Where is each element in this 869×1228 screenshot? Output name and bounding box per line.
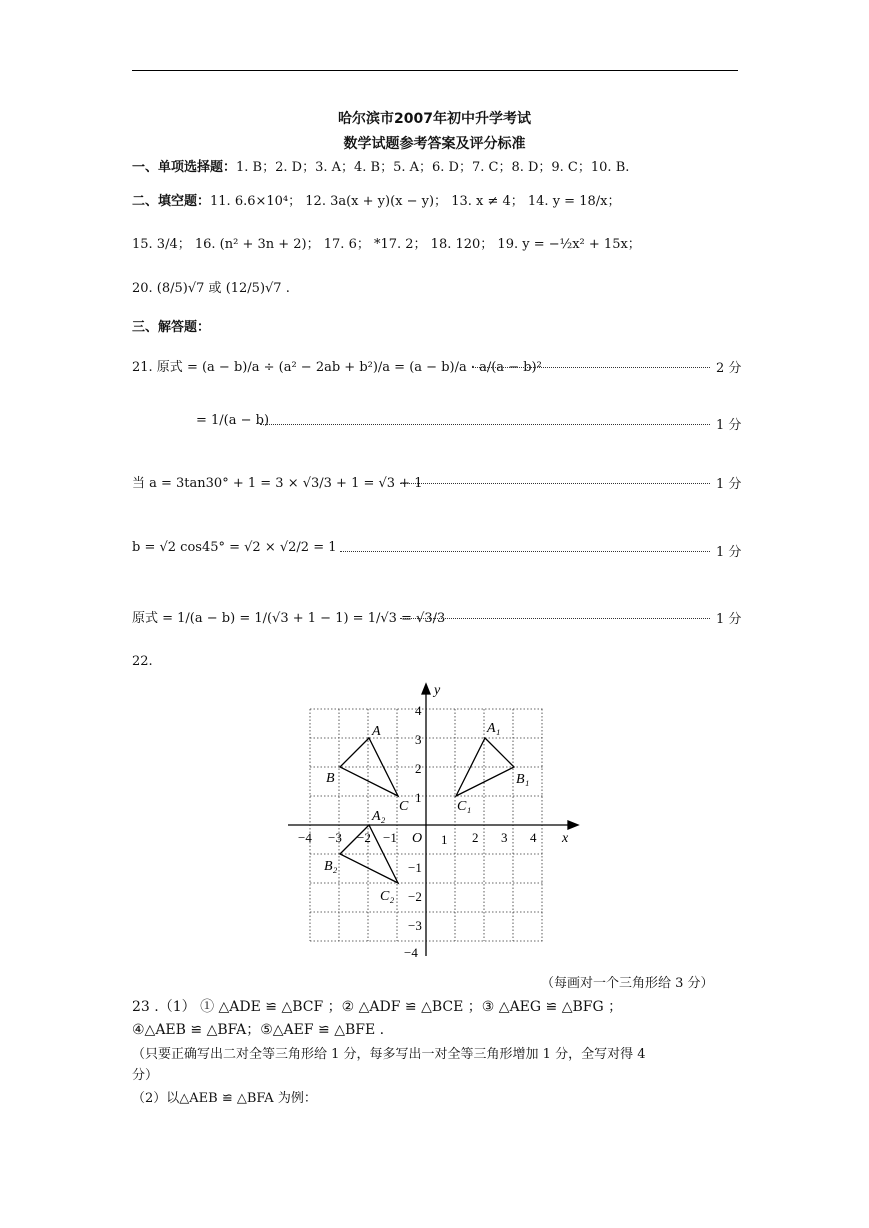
- fill-answers-11-14: 11. 6.6×10⁴； 12. 3a(x + y)(x − y)； 13. x ≠ 4； 14. y = 18/x；: [210, 194, 621, 209]
- fill-answers-15-19: 15. 3/4； 16. (n² + 3n + 2)； 17. 6； *17. 2； 18. 120； 19. y = −½x² + 15x；: [132, 237, 641, 252]
- q23-scoring-note: （只要正确写出二对全等三角形给 1 分，每多写出一对全等三角形增加 1 分，全写对得 4: [132, 1047, 646, 1062]
- y-tick: 2: [415, 761, 422, 776]
- point-label-c2: C₂: [380, 889, 395, 904]
- q21-step-3: 当 a = 3tan30° + 1 = 3 × √3/3 + 1 = √3 + 1: [132, 476, 423, 491]
- x-tick: 1: [441, 832, 448, 847]
- y-tick: 4: [415, 703, 422, 718]
- y-tick: 3: [415, 732, 422, 747]
- point-label-b1: B₁: [516, 772, 530, 787]
- q23-scoring-note-end: 分）: [132, 1068, 159, 1083]
- q22-label: 22.: [132, 654, 153, 669]
- q21-step-5-score: 1 分: [716, 612, 742, 627]
- dot-leader: [340, 551, 710, 552]
- x-tick: 4: [530, 830, 537, 845]
- q21-step-4: b = √2 cos45° = √2 × √2/2 = 1: [132, 540, 337, 555]
- section-3-heading: 三、解答题：: [132, 320, 211, 335]
- x-tick: −1: [383, 830, 397, 845]
- point-label-b: B: [326, 771, 335, 786]
- fill-answer-20: 20. (8/5)√7 或 (12/5)√7 .: [132, 281, 290, 296]
- x-tick: −3: [328, 830, 342, 845]
- point-label-c: C: [399, 799, 409, 814]
- axes: [288, 684, 578, 956]
- y-tick: −2: [408, 889, 422, 904]
- x-tick: 3: [501, 830, 508, 845]
- q21-step-1: 21. 原式 = (a − b)/a ÷ (a² − 2ab + b²)/a = (a − b)/a · a/(a − b)²: [132, 360, 542, 375]
- point-labels: [324, 721, 529, 904]
- y-axis-label: y: [434, 683, 441, 698]
- x-tick: 2: [472, 830, 479, 845]
- q23-line-1: 23 .（1） ① △ADE ≌ △BCF ；② △ADF ≌ △BCE ；③ △AEG ≌ △BFG ；: [132, 999, 623, 1015]
- section-1-answers: 1. B；2. D；3. A；4. B；5. A；6. D；7. C；8. D；9. C；10. B.: [236, 160, 630, 175]
- x-tick: −4: [298, 830, 312, 845]
- top-rule: [132, 70, 738, 71]
- q21-step-4-score: 1 分: [716, 545, 742, 560]
- q21-step-2: = 1/(a − b): [196, 413, 270, 428]
- triangles: [340, 738, 514, 883]
- y-tick: −1: [408, 860, 422, 875]
- q21-step-5: 原式 = 1/(a − b) = 1/(√3 + 1 − 1) = 1/√3 = √3/3: [132, 611, 446, 626]
- section-2-heading: 二、填空题：: [132, 194, 211, 209]
- point-label-a2: A₂: [372, 809, 386, 824]
- section-2-line-1: [132, 190, 620, 209]
- point-label-a1: A₁: [487, 721, 501, 736]
- q22-scoring-note: （每画对一个三角形给 3 分）: [541, 976, 714, 991]
- section-1: [132, 156, 629, 175]
- origin-label: O: [412, 831, 423, 846]
- q21-step-1-score: 2 分: [716, 361, 742, 376]
- coordinate-grid-figure: [280, 678, 590, 963]
- section-1-heading: 一、单项选择题：: [132, 160, 237, 175]
- title-line-1: 哈尔滨市2007年初中升学考试: [338, 111, 531, 127]
- dot-leader: [472, 367, 710, 368]
- dot-leader: [260, 424, 710, 425]
- q21-step-2-score: 1 分: [716, 418, 742, 433]
- y-tick: 1: [415, 790, 422, 805]
- point-label-b2: B₂: [324, 859, 338, 874]
- x-axis-label: x: [562, 831, 569, 846]
- title-line-2: 数学试题参考答案及评分标准: [343, 136, 526, 152]
- q23-part-2: （2）以△AEB ≌ △BFA 为例：: [132, 1091, 317, 1106]
- q23-line-2: ④△AEB ≌ △BFA；⑤△AEF ≌ △BFE .: [132, 1022, 385, 1038]
- y-tick: −4: [404, 945, 418, 960]
- dot-leader: [400, 618, 710, 619]
- dot-leader: [400, 483, 710, 484]
- point-label-a: A: [372, 724, 381, 739]
- q21-step-3-score: 1 分: [716, 477, 742, 492]
- y-tick: −3: [408, 918, 422, 933]
- point-label-c1: C₁: [457, 799, 472, 814]
- x-tick: −2: [357, 830, 371, 845]
